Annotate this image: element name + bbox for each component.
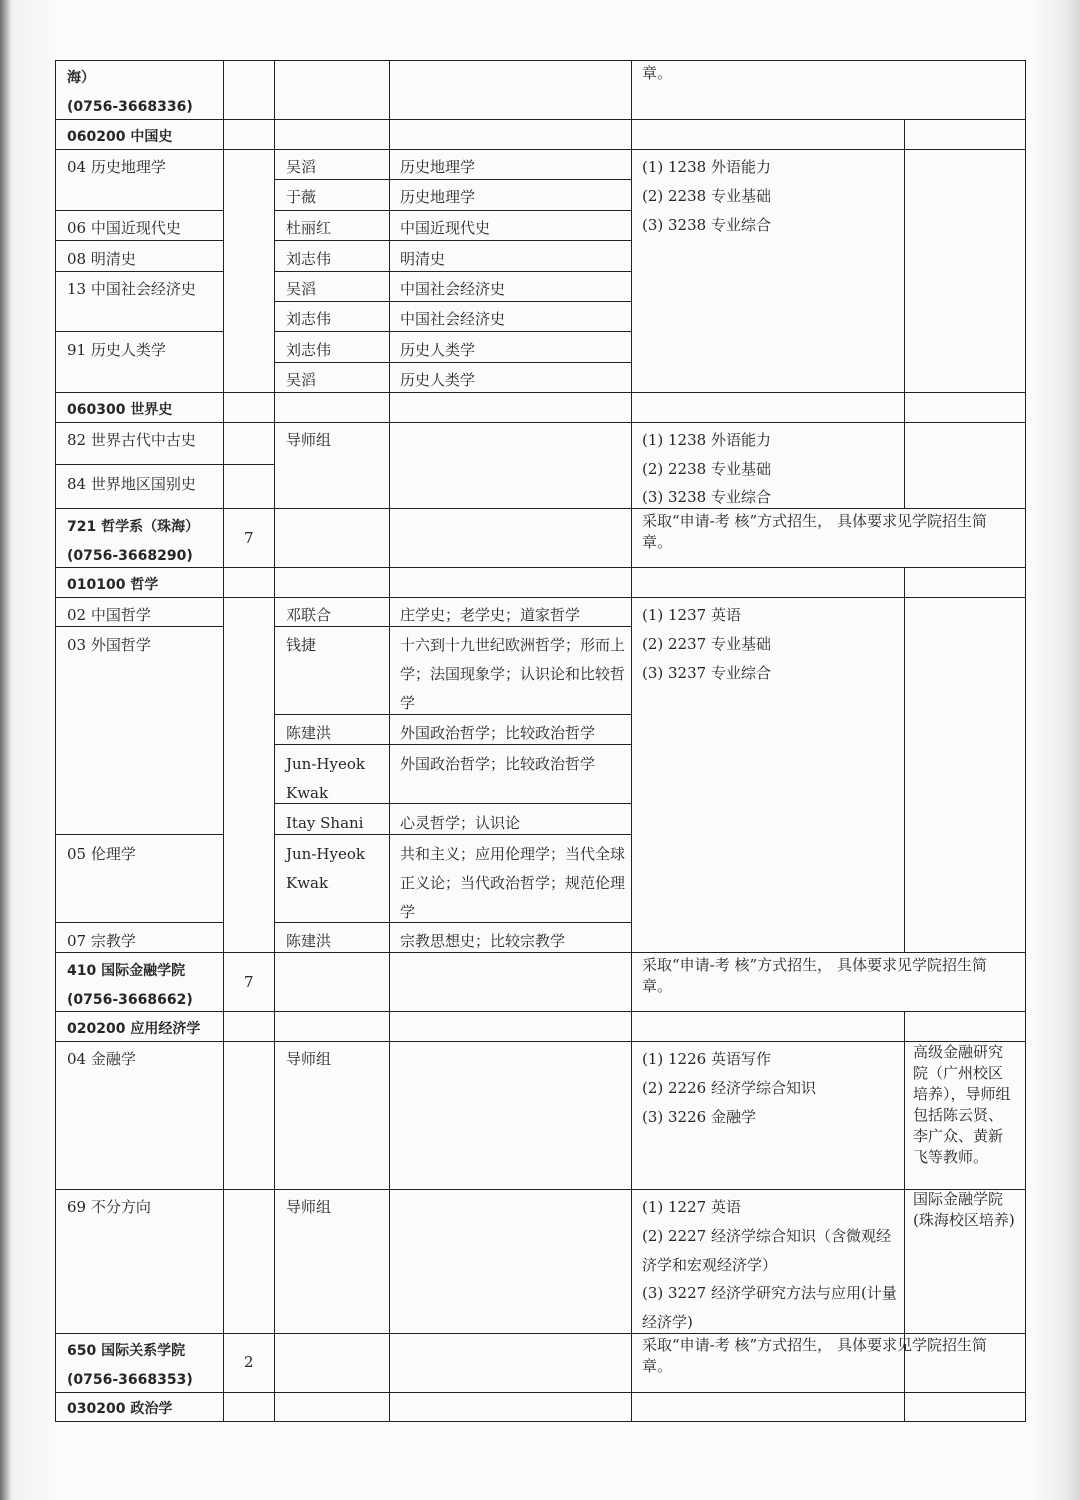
row-divider — [55, 1041, 1026, 1042]
direction-name: 03 外国哲学 — [67, 636, 151, 654]
dept-note: 章。 — [642, 64, 673, 82]
dept-phone: (0756-3668336) — [67, 99, 193, 115]
col-divider — [274, 60, 275, 1422]
exam-subject: (3) 3238 专业综合 — [642, 216, 771, 234]
major-title: 020200 应用经济学 — [67, 1021, 201, 1037]
exam-subject: (2) 2226 经济学综合知识 — [642, 1079, 816, 1097]
dept-note: 采取“申请-考 核”方式招生， 具体要求见学院招生简章。 — [642, 956, 987, 995]
row-divider — [55, 119, 1026, 120]
tutor-name: 邓联合 — [286, 606, 332, 624]
research-area: 历史人类学 — [400, 341, 476, 359]
direction-name: 84 世界地区国别史 — [67, 475, 196, 493]
tutor-name: Itay Shani — [286, 814, 364, 832]
direction-name: 05 伦理学 — [67, 845, 136, 863]
direction-name: 07 宗教学 — [67, 932, 136, 950]
remark: 高级金融研究院（广州校区培养），导师组包括陈云贤、李广众、黄新飞等教师。 — [913, 1043, 1011, 1166]
major-title: 010100 哲学 — [67, 577, 159, 593]
exam-subject: (1) 1226 英语写作 — [642, 1050, 771, 1068]
research-area: 外国政治哲学；比较政治哲学 — [400, 724, 596, 742]
dir-divider — [55, 331, 223, 332]
row-divider — [55, 567, 1026, 568]
exam-subject: (2) 2237 专业基础 — [642, 635, 771, 653]
tutor-name: 杜丽红 — [286, 219, 332, 237]
research-area: 心灵哲学；认识论 — [400, 814, 521, 832]
exam-subject: (1) 1227 英语 — [642, 1198, 741, 1216]
dept-name: 650 国际关系学院 — [67, 1343, 186, 1359]
major-title: 060200 中国史 — [67, 129, 173, 145]
major-title: 030200 政治学 — [67, 1401, 173, 1417]
research-area: 中国近现代史 — [400, 219, 491, 237]
exam-subject: (1) 1238 外语能力 — [642, 431, 771, 449]
enroll-count: 7 — [244, 973, 254, 991]
exam-subject: (1) 1237 英语 — [642, 606, 741, 624]
direction-name: 04 历史地理学 — [67, 158, 166, 176]
dept-phone: (0756-3668662) — [67, 992, 193, 1008]
direction-name: 91 历史人类学 — [67, 341, 166, 359]
research-area: 历史人类学 — [400, 371, 476, 389]
tutor-name: 陈建洪 — [286, 932, 332, 950]
col-divider — [223, 60, 224, 1422]
tutor-name: 吴滔 — [286, 158, 317, 176]
research-area: 十六到十九世纪欧洲哲学；形而上学；法国现象学；认识论和比较哲学 — [400, 636, 626, 712]
row-divider — [55, 149, 1026, 150]
dept-phone: (0756-3668290) — [67, 548, 193, 564]
direction-name: 04 金融学 — [67, 1050, 136, 1068]
col-divider — [904, 119, 905, 508]
row-divider — [55, 422, 1026, 423]
direction-name: 69 不分方向 — [67, 1198, 151, 1216]
research-area: 明清史 — [400, 250, 446, 268]
research-area: 宗教思想史；比较宗教学 — [400, 932, 566, 950]
dept-name-cont: 海） — [67, 70, 95, 86]
enroll-count: 2 — [244, 1353, 254, 1371]
research-area: 外国政治哲学；比较政治哲学 — [400, 755, 596, 773]
row-divider — [55, 392, 1026, 393]
research-area: 中国社会经济史 — [400, 310, 506, 328]
dept-phone: (0756-3668353) — [67, 1372, 193, 1388]
tutor-name: Jun-Hyeok Kwak — [286, 845, 365, 892]
remark: 国际金融学院(珠海校区培养) — [913, 1190, 1015, 1229]
tutor-name: Jun-Hyeok Kwak — [286, 755, 365, 802]
direction-name: 02 中国哲学 — [67, 606, 151, 624]
dept-note: 采取“申请-考 核”方式招生， 具体要求见学院招生简章。 — [642, 1336, 987, 1375]
exam-subject: (1) 1238 外语能力 — [642, 158, 771, 176]
table-border-left — [55, 60, 56, 1422]
research-area: 庄学史；老学史；道家哲学 — [400, 606, 581, 624]
col-divider — [631, 60, 632, 1422]
tutor-name: 导师组 — [286, 431, 332, 449]
dir-divider — [55, 922, 223, 923]
exam-subject: (2) 2238 专业基础 — [642, 460, 771, 478]
table-border-bottom — [55, 1421, 1026, 1422]
major-title: 060300 世界史 — [67, 402, 173, 418]
tutor-name: 钱捷 — [286, 636, 317, 654]
row-divider — [55, 1392, 1026, 1393]
tutor-name: 导师组 — [286, 1050, 332, 1068]
exam-subject: (2) 2227 经济学综合知识（含微观经济学和宏观经济学） — [642, 1227, 891, 1274]
exam-subject: (3) 3237 专业综合 — [642, 664, 771, 682]
col-divider — [904, 567, 905, 952]
exam-subject: (3) 3238 专业综合 — [642, 488, 771, 506]
exam-subject: (3) 3227 经济学研究方法与应用(计量经济学) — [642, 1284, 897, 1331]
col-divider — [904, 1392, 905, 1422]
table-border-top — [55, 60, 1026, 61]
tutor-name: 吴滔 — [286, 280, 317, 298]
direction-name: 13 中国社会经济史 — [67, 280, 196, 298]
tutor-name: 刘志伟 — [286, 250, 332, 268]
row-divider — [55, 508, 1026, 509]
col-divider — [389, 60, 390, 1422]
dir-divider — [55, 210, 223, 211]
row-divider — [55, 597, 1026, 598]
row-divider — [55, 1011, 1026, 1012]
row-divider — [55, 1189, 1026, 1190]
tutor-name: 陈建洪 — [286, 724, 332, 742]
research-area: 中国社会经济史 — [400, 280, 506, 298]
direction-name: 82 世界古代中古史 — [67, 431, 196, 449]
tutor-name: 刘志伟 — [286, 341, 332, 359]
dir-divider — [55, 834, 223, 835]
enroll-count: 7 — [244, 529, 254, 547]
research-area: 历史地理学 — [400, 158, 476, 176]
exam-subject: (2) 2238 专业基础 — [642, 187, 771, 205]
research-area: 历史地理学 — [400, 188, 476, 206]
dept-name: 410 国际金融学院 — [67, 963, 186, 979]
dept-note: 采取“申请-考 核”方式招生， 具体要求见学院招生简章。 — [642, 512, 987, 551]
table-border-right — [1025, 60, 1026, 1422]
direction-name: 06 中国近现代史 — [67, 219, 181, 237]
tutor-name: 于薇 — [286, 188, 317, 206]
exam-subject: (3) 3226 金融学 — [642, 1108, 756, 1126]
tutor-name: 刘志伟 — [286, 310, 332, 328]
admissions-table — [55, 60, 1026, 1422]
direction-name: 08 明清史 — [67, 250, 136, 268]
tutor-name: 吴滔 — [286, 371, 317, 389]
dept-name: 721 哲学系（珠海） — [67, 519, 200, 535]
research-area: 共和主义；应用伦理学；当代全球正义论；当代政治哲学；规范伦理学 — [400, 845, 626, 921]
tutor-name: 导师组 — [286, 1198, 332, 1216]
dir-divider — [55, 464, 274, 465]
